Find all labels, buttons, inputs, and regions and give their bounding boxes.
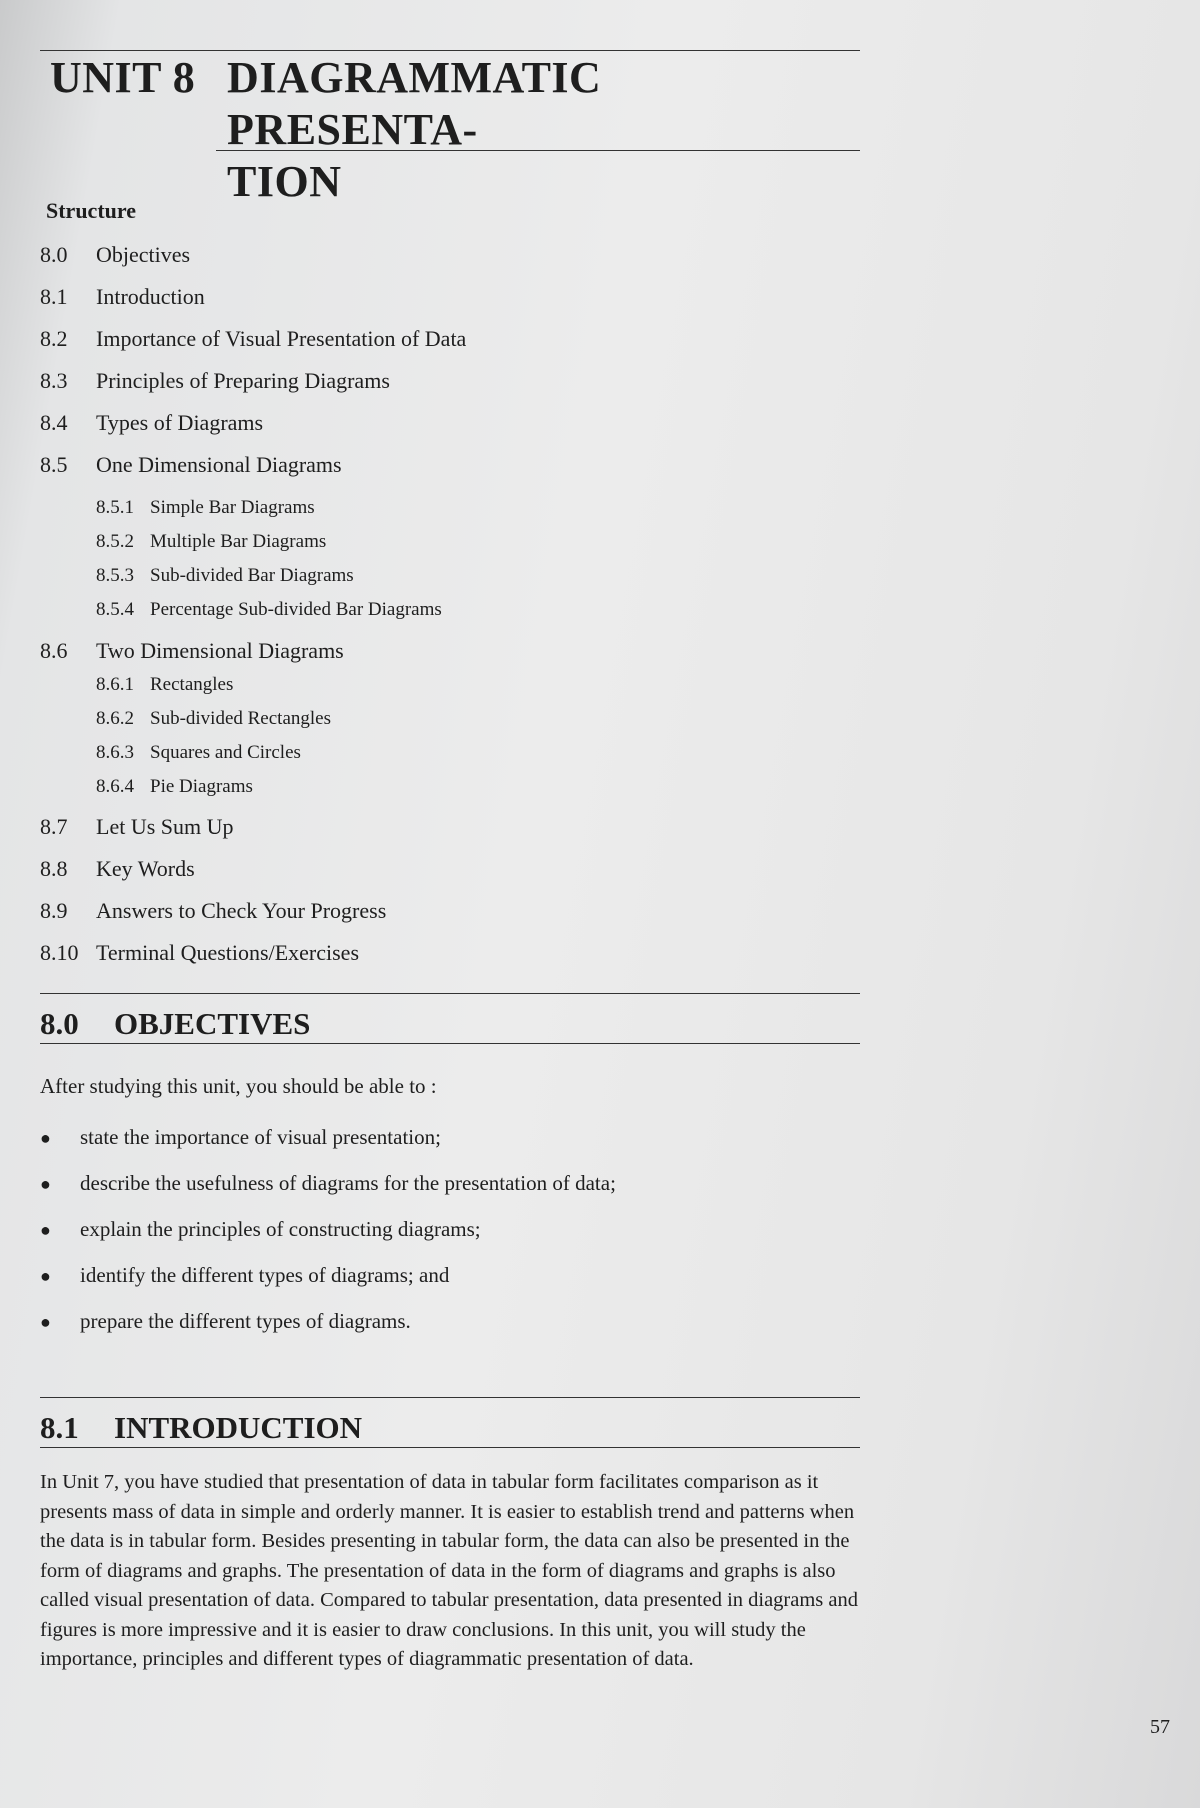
section-rule-bottom — [40, 1043, 860, 1044]
toc-item: 8.9 Answers to Check Your Progress — [40, 898, 387, 923]
unit-label: UNIT 8 — [50, 53, 196, 102]
unit-title — [50, 52, 860, 208]
toc-item: 8.5 One Dimensional Diagrams — [40, 452, 342, 477]
unit-title-line2: TION — [227, 157, 342, 206]
introduction-paragraph: In Unit 7, you have studied that presentation of data in tabular form facilitates comparison as it presents mass of data in simple and orderly manner. It is easier to establish trend and patterns when the data is in tabular form. Besides presenting in tabular form, the data can also be presented in the form of diagrams and graphs. The presentation of data in the form of diagrams and graphs is also called visual presentation of data. Compared to tabular presentation, data presented in diagrams and figures is more impressive and it is easier to draw conclusions. In this unit, you will study the importance, principles and different types of diagrammatic presentation of data. — [40, 1471, 859, 1670]
unit-heading — [227, 52, 860, 208]
objectives-intro: After studying this unit, you should be able to : — [40, 1074, 437, 1098]
toc-item: 8.4 Types of Diagrams — [40, 410, 264, 435]
toc-item: 8.10 Terminal Questions/Exercises — [40, 940, 360, 965]
objectives-heading: 8.0 OBJECTIVES — [40, 1006, 311, 1041]
introduction-heading: 8.1 INTRODUCTION — [40, 1410, 363, 1445]
toc-subitem: 8.6.4 Pie Diagrams — [96, 776, 253, 797]
unit-title-line1: DIAGRAMMATIC PRESENTA- — [227, 53, 602, 154]
toc-subitem: 8.5.3 Sub-divided Bar Diagrams — [96, 565, 354, 586]
toc-subitem: 8.5.2 Multiple Bar Diagrams — [96, 531, 327, 552]
toc-item: 8.6 Two Dimensional Diagrams — [40, 638, 344, 663]
top-rule — [40, 50, 860, 51]
structure-heading: Structure — [46, 198, 137, 223]
page-number: 57 — [1150, 1716, 1170, 1738]
toc-subitem: 8.5.1 Simple Bar Diagrams — [96, 497, 315, 518]
list-item: ● state the importance of visual presentation; — [40, 1125, 441, 1149]
list-item: ● identify the different types of diagrams; and — [40, 1263, 450, 1287]
list-item: ● explain the principles of constructing diagrams; — [40, 1217, 481, 1241]
toc-subitem: 8.6.3 Squares and Circles — [96, 742, 301, 763]
list-item: ● prepare the different types of diagrams. — [40, 1309, 411, 1333]
list-item: ● describe the usefulness of diagrams for the presentation of data; — [40, 1171, 616, 1195]
toc-item: 8.1 Introduction — [40, 284, 205, 309]
section-rule-bottom — [40, 1447, 860, 1448]
toc-item: 8.7 Let Us Sum Up — [40, 814, 234, 839]
toc-item: 8.2 Importance of Visual Presentation of Data — [40, 326, 467, 351]
toc-item: 8.3 Principles of Preparing Diagrams — [40, 368, 390, 393]
toc-subitem: 8.5.4 Percentage Sub-divided Bar Diagrams — [96, 599, 442, 620]
section-rule-top — [40, 1397, 860, 1398]
toc-subitem: 8.6.2 Sub-divided Rectangles — [96, 708, 331, 729]
section-rule-top — [40, 993, 860, 994]
toc-item: 8.8 Key Words — [40, 856, 195, 881]
toc-subitem: 8.6.1 Rectangles — [96, 674, 234, 695]
title-underline — [216, 150, 860, 151]
toc-item: 8.0 Objectives — [40, 242, 191, 267]
